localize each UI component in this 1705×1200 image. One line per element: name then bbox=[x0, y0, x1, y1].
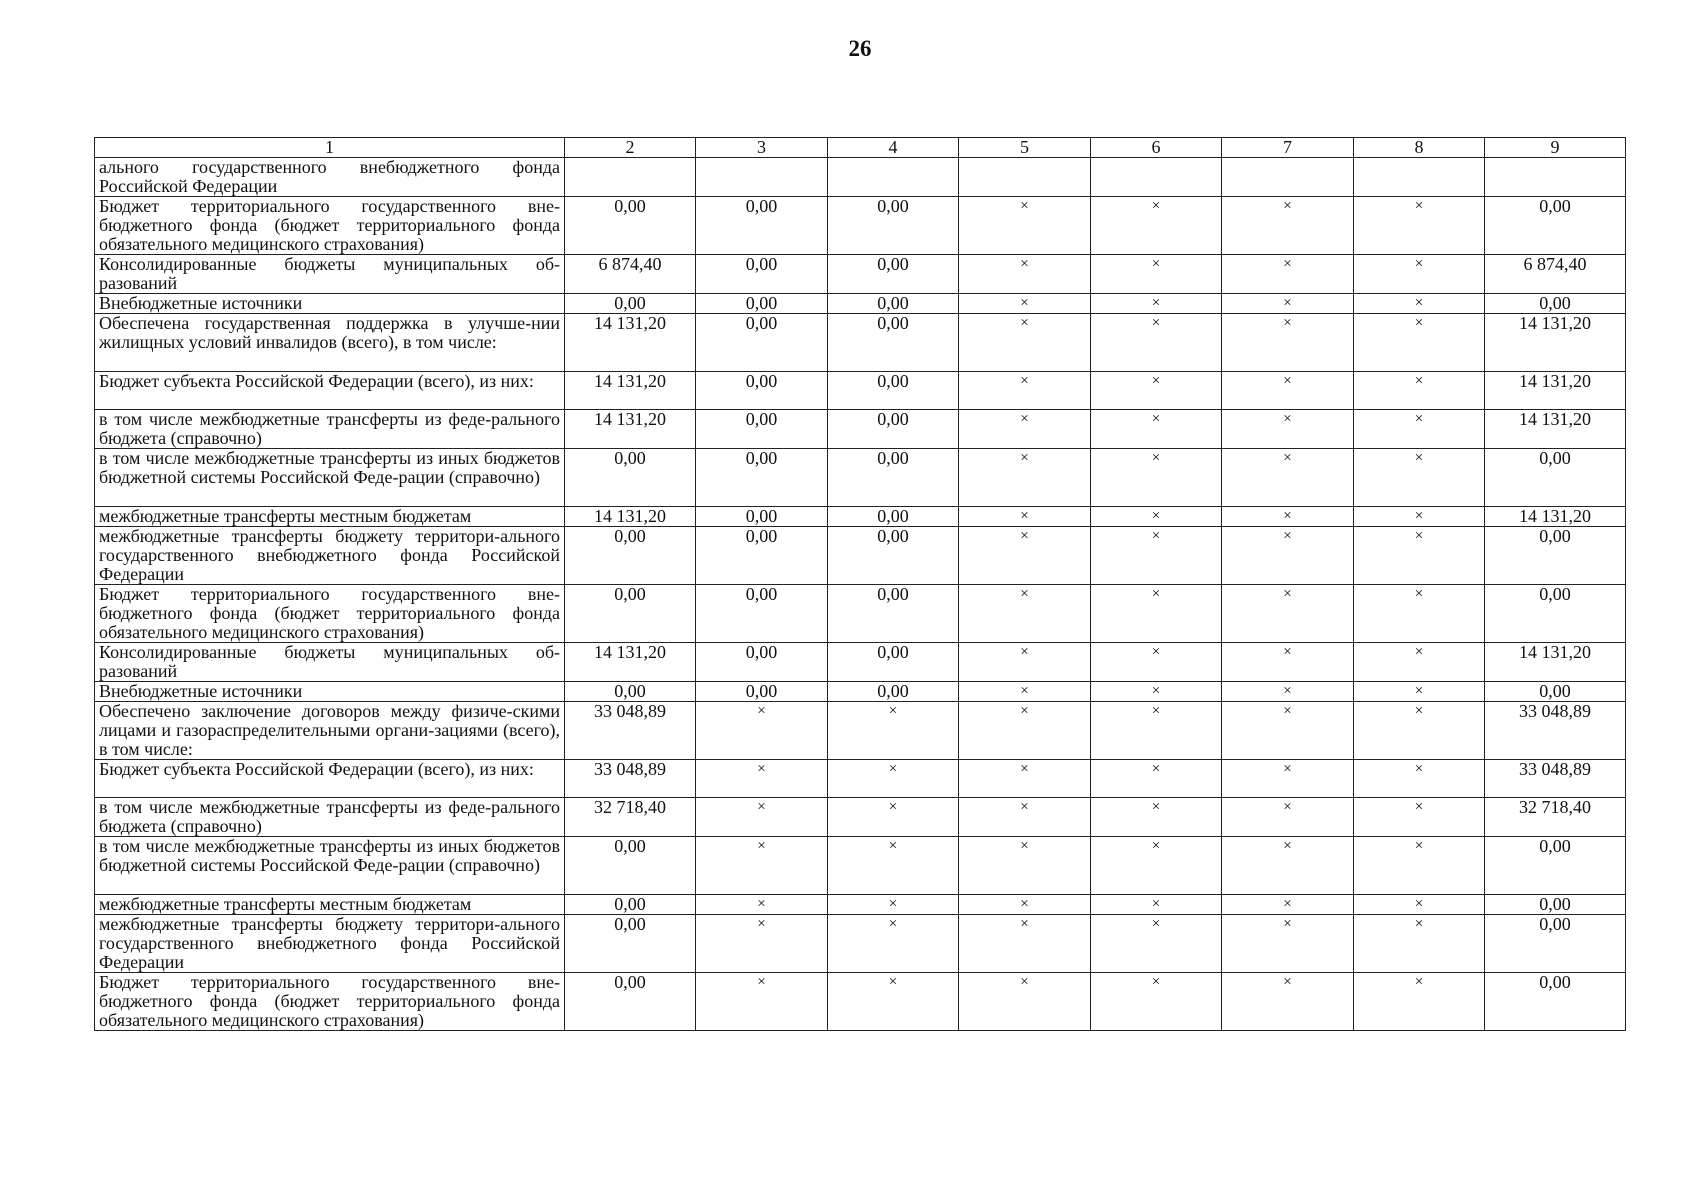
not-applicable-cell: × bbox=[959, 527, 1091, 585]
value-cell: 0,00 bbox=[1485, 527, 1626, 585]
column-header-9: 9 bbox=[1485, 138, 1626, 158]
column-header-7: 7 bbox=[1222, 138, 1354, 158]
value-cell: 0,00 bbox=[1485, 915, 1626, 973]
not-applicable-cell: × bbox=[1354, 372, 1485, 410]
not-applicable-cell: × bbox=[1354, 973, 1485, 1031]
value-cell: 32 718,40 bbox=[565, 798, 696, 837]
not-applicable-cell: × bbox=[959, 449, 1091, 507]
not-applicable-cell: × bbox=[696, 915, 828, 973]
not-applicable-cell: × bbox=[1091, 255, 1222, 294]
value-cell: 0,00 bbox=[696, 507, 828, 527]
row-label: Консолидированные бюджеты муниципальных об-разований bbox=[95, 255, 565, 294]
not-applicable-cell: × bbox=[1222, 314, 1354, 372]
not-applicable-cell: × bbox=[1354, 255, 1485, 294]
not-applicable-cell: × bbox=[1222, 682, 1354, 702]
value-cell: 0,00 bbox=[565, 915, 696, 973]
value-cell: 0,00 bbox=[828, 197, 959, 255]
not-applicable-cell: × bbox=[1091, 837, 1222, 895]
value-cell: 0,00 bbox=[565, 197, 696, 255]
row-label: межбюджетные трансферты местным бюджетам bbox=[95, 895, 565, 915]
not-applicable-cell: × bbox=[1222, 197, 1354, 255]
value-cell: 6 874,40 bbox=[1485, 255, 1626, 294]
value-cell: 0,00 bbox=[828, 585, 959, 643]
row-label: Обеспечено заключение договоров между физиче-скими лицами и газораспределительными органи-зациями (всего), в том числе: bbox=[95, 702, 565, 760]
not-applicable-cell: × bbox=[1222, 410, 1354, 449]
table-row bbox=[95, 760, 1626, 798]
row-label: Внебюджетные источники bbox=[95, 682, 565, 702]
value-cell: 0,00 bbox=[565, 449, 696, 507]
value-cell: 14 131,20 bbox=[565, 372, 696, 410]
table-row bbox=[95, 643, 1626, 682]
not-applicable-cell: × bbox=[1091, 895, 1222, 915]
value-cell: 0,00 bbox=[828, 314, 959, 372]
value-cell bbox=[1354, 158, 1485, 197]
column-header-8: 8 bbox=[1354, 138, 1485, 158]
not-applicable-cell: × bbox=[1222, 702, 1354, 760]
value-cell: 0,00 bbox=[696, 682, 828, 702]
not-applicable-cell: × bbox=[1091, 915, 1222, 973]
not-applicable-cell: × bbox=[696, 973, 828, 1031]
value-cell: 33 048,89 bbox=[1485, 702, 1626, 760]
value-cell: 0,00 bbox=[696, 527, 828, 585]
value-cell: 0,00 bbox=[828, 410, 959, 449]
value-cell: 14 131,20 bbox=[1485, 507, 1626, 527]
value-cell: 0,00 bbox=[1485, 895, 1626, 915]
not-applicable-cell: × bbox=[1222, 255, 1354, 294]
not-applicable-cell: × bbox=[828, 702, 959, 760]
value-cell: 0,00 bbox=[1485, 294, 1626, 314]
table-row bbox=[95, 449, 1626, 507]
value-cell: 33 048,89 bbox=[565, 760, 696, 798]
not-applicable-cell: × bbox=[959, 255, 1091, 294]
value-cell: 0,00 bbox=[828, 449, 959, 507]
table-row bbox=[95, 507, 1626, 527]
column-header-3: 3 bbox=[696, 138, 828, 158]
value-cell: 6 874,40 bbox=[565, 255, 696, 294]
not-applicable-cell: × bbox=[696, 760, 828, 798]
not-applicable-cell: × bbox=[959, 507, 1091, 527]
row-label: в том числе межбюджетные трансферты из иных бюджетов бюджетной системы Российской Феде-рации (справочно) bbox=[95, 837, 565, 895]
not-applicable-cell: × bbox=[1091, 197, 1222, 255]
value-cell bbox=[1222, 158, 1354, 197]
not-applicable-cell: × bbox=[1354, 760, 1485, 798]
value-cell: 0,00 bbox=[1485, 449, 1626, 507]
value-cell: 0,00 bbox=[828, 372, 959, 410]
value-cell bbox=[696, 158, 828, 197]
row-label: межбюджетные трансферты бюджету территори-ального государственного внебюджетного фонда Российской Федерации bbox=[95, 915, 565, 973]
value-cell: 0,00 bbox=[565, 585, 696, 643]
value-cell: 14 131,20 bbox=[565, 410, 696, 449]
not-applicable-cell: × bbox=[1091, 527, 1222, 585]
not-applicable-cell: × bbox=[828, 915, 959, 973]
value-cell bbox=[959, 158, 1091, 197]
not-applicable-cell: × bbox=[1091, 314, 1222, 372]
column-header-2: 2 bbox=[565, 138, 696, 158]
not-applicable-cell: × bbox=[1354, 527, 1485, 585]
value-cell: 0,00 bbox=[696, 449, 828, 507]
value-cell: 0,00 bbox=[565, 837, 696, 895]
not-applicable-cell: × bbox=[1091, 294, 1222, 314]
not-applicable-cell: × bbox=[1222, 507, 1354, 527]
value-cell: 0,00 bbox=[828, 682, 959, 702]
not-applicable-cell: × bbox=[1091, 372, 1222, 410]
not-applicable-cell: × bbox=[1222, 837, 1354, 895]
not-applicable-cell: × bbox=[1222, 973, 1354, 1031]
table-row bbox=[95, 255, 1626, 294]
row-label: ального государственного внебюджетного фонда Российской Федерации bbox=[95, 158, 565, 197]
row-label: Бюджет субъекта Российской Федерации (всего), из них: bbox=[95, 760, 565, 798]
value-cell: 0,00 bbox=[696, 372, 828, 410]
value-cell: 0,00 bbox=[1485, 585, 1626, 643]
value-cell: 0,00 bbox=[828, 507, 959, 527]
row-label: межбюджетные трансферты местным бюджетам bbox=[95, 507, 565, 527]
not-applicable-cell: × bbox=[1091, 507, 1222, 527]
table-row bbox=[95, 410, 1626, 449]
table-row bbox=[95, 798, 1626, 837]
value-cell bbox=[565, 158, 696, 197]
value-cell: 14 131,20 bbox=[565, 314, 696, 372]
not-applicable-cell: × bbox=[696, 798, 828, 837]
table-row bbox=[95, 585, 1626, 643]
not-applicable-cell: × bbox=[696, 837, 828, 895]
value-cell: 14 131,20 bbox=[1485, 410, 1626, 449]
table-row bbox=[95, 895, 1626, 915]
value-cell: 0,00 bbox=[828, 255, 959, 294]
not-applicable-cell: × bbox=[1222, 895, 1354, 915]
value-cell: 0,00 bbox=[565, 527, 696, 585]
row-label: Бюджет территориального государственного вне-бюджетного фонда (бюджет территориального фонда обязательного медицинского страхования) bbox=[95, 585, 565, 643]
table-row bbox=[95, 158, 1626, 197]
not-applicable-cell: × bbox=[1222, 294, 1354, 314]
not-applicable-cell: × bbox=[1354, 585, 1485, 643]
not-applicable-cell: × bbox=[1222, 585, 1354, 643]
not-applicable-cell: × bbox=[1091, 585, 1222, 643]
value-cell: 0,00 bbox=[696, 643, 828, 682]
not-applicable-cell: × bbox=[1091, 410, 1222, 449]
not-applicable-cell: × bbox=[959, 760, 1091, 798]
not-applicable-cell: × bbox=[959, 410, 1091, 449]
not-applicable-cell: × bbox=[696, 702, 828, 760]
row-label: в том числе межбюджетные трансферты из феде-рального бюджета (справочно) bbox=[95, 410, 565, 449]
table-row bbox=[95, 682, 1626, 702]
not-applicable-cell: × bbox=[959, 798, 1091, 837]
not-applicable-cell: × bbox=[1091, 643, 1222, 682]
not-applicable-cell: × bbox=[1222, 643, 1354, 682]
not-applicable-cell: × bbox=[1354, 507, 1485, 527]
not-applicable-cell: × bbox=[1354, 682, 1485, 702]
not-applicable-cell: × bbox=[959, 702, 1091, 760]
value-cell: 33 048,89 bbox=[1485, 760, 1626, 798]
not-applicable-cell: × bbox=[828, 798, 959, 837]
value-cell: 33 048,89 bbox=[565, 702, 696, 760]
not-applicable-cell: × bbox=[959, 294, 1091, 314]
value-cell: 0,00 bbox=[828, 643, 959, 682]
value-cell: 0,00 bbox=[828, 294, 959, 314]
not-applicable-cell: × bbox=[1354, 798, 1485, 837]
row-label: в том числе межбюджетные трансферты из иных бюджетов бюджетной системы Российской Феде-рации (справочно) bbox=[95, 449, 565, 507]
column-header-1: 1 bbox=[95, 138, 565, 158]
row-label: Консолидированные бюджеты муниципальных об-разований bbox=[95, 643, 565, 682]
value-cell: 14 131,20 bbox=[565, 643, 696, 682]
value-cell bbox=[1485, 158, 1626, 197]
row-label: в том числе межбюджетные трансферты из феде-рального бюджета (справочно) bbox=[95, 798, 565, 837]
table-row bbox=[95, 372, 1626, 410]
not-applicable-cell: × bbox=[1222, 915, 1354, 973]
not-applicable-cell: × bbox=[959, 915, 1091, 973]
table-row bbox=[95, 915, 1626, 973]
not-applicable-cell: × bbox=[1091, 760, 1222, 798]
value-cell: 0,00 bbox=[1485, 682, 1626, 702]
not-applicable-cell: × bbox=[959, 837, 1091, 895]
not-applicable-cell: × bbox=[1354, 643, 1485, 682]
not-applicable-cell: × bbox=[959, 682, 1091, 702]
page-number: 26 bbox=[848, 36, 872, 61]
not-applicable-cell: × bbox=[828, 760, 959, 798]
not-applicable-cell: × bbox=[828, 895, 959, 915]
value-cell bbox=[1091, 158, 1222, 197]
not-applicable-cell: × bbox=[959, 314, 1091, 372]
not-applicable-cell: × bbox=[1091, 973, 1222, 1031]
not-applicable-cell: × bbox=[1354, 314, 1485, 372]
value-cell: 0,00 bbox=[1485, 197, 1626, 255]
value-cell: 0,00 bbox=[565, 682, 696, 702]
value-cell: 0,00 bbox=[696, 294, 828, 314]
not-applicable-cell: × bbox=[1354, 449, 1485, 507]
table-row bbox=[95, 314, 1626, 372]
table-row bbox=[95, 702, 1626, 760]
row-label: Бюджет субъекта Российской Федерации (всего), из них: bbox=[95, 372, 565, 410]
not-applicable-cell: × bbox=[959, 643, 1091, 682]
value-cell: 14 131,20 bbox=[1485, 314, 1626, 372]
not-applicable-cell: × bbox=[1354, 702, 1485, 760]
column-header-4: 4 bbox=[828, 138, 959, 158]
table-row bbox=[95, 197, 1626, 255]
value-cell: 0,00 bbox=[828, 527, 959, 585]
not-applicable-cell: × bbox=[1091, 798, 1222, 837]
row-label: Бюджет территориального государственного вне-бюджетного фонда (бюджет территориального фонда обязательного медицинского страхования) bbox=[95, 973, 565, 1031]
value-cell: 0,00 bbox=[565, 895, 696, 915]
not-applicable-cell: × bbox=[1354, 915, 1485, 973]
not-applicable-cell: × bbox=[1091, 449, 1222, 507]
not-applicable-cell: × bbox=[959, 372, 1091, 410]
value-cell: 0,00 bbox=[1485, 973, 1626, 1031]
budget-table bbox=[94, 137, 1626, 1031]
not-applicable-cell: × bbox=[959, 973, 1091, 1031]
not-applicable-cell: × bbox=[959, 895, 1091, 915]
table-row bbox=[95, 294, 1626, 314]
not-applicable-cell: × bbox=[1354, 837, 1485, 895]
value-cell: 0,00 bbox=[696, 197, 828, 255]
row-label: Бюджет территориального государственного вне-бюджетного фонда (бюджет территориального фонда обязательного медицинского страхования) bbox=[95, 197, 565, 255]
not-applicable-cell: × bbox=[1222, 372, 1354, 410]
table-body bbox=[95, 158, 1626, 1031]
not-applicable-cell: × bbox=[959, 197, 1091, 255]
not-applicable-cell: × bbox=[1354, 410, 1485, 449]
value-cell: 0,00 bbox=[696, 314, 828, 372]
table-row bbox=[95, 973, 1626, 1031]
row-label: Внебюджетные источники bbox=[95, 294, 565, 314]
not-applicable-cell: × bbox=[1354, 197, 1485, 255]
value-cell: 0,00 bbox=[696, 255, 828, 294]
value-cell: 0,00 bbox=[565, 973, 696, 1031]
table-row bbox=[95, 837, 1626, 895]
column-header-5: 5 bbox=[959, 138, 1091, 158]
value-cell: 14 131,20 bbox=[1485, 643, 1626, 682]
value-cell: 0,00 bbox=[696, 410, 828, 449]
not-applicable-cell: × bbox=[1354, 895, 1485, 915]
value-cell: 14 131,20 bbox=[565, 507, 696, 527]
not-applicable-cell: × bbox=[696, 895, 828, 915]
table-row bbox=[95, 527, 1626, 585]
value-cell bbox=[828, 158, 959, 197]
value-cell: 0,00 bbox=[696, 585, 828, 643]
row-label: межбюджетные трансферты бюджету территори-ального государственного внебюджетного фонда Российской Федерации bbox=[95, 527, 565, 585]
header-row bbox=[95, 138, 1626, 158]
not-applicable-cell: × bbox=[828, 973, 959, 1031]
not-applicable-cell: × bbox=[1222, 449, 1354, 507]
not-applicable-cell: × bbox=[828, 837, 959, 895]
not-applicable-cell: × bbox=[1222, 798, 1354, 837]
row-label: Обеспечена государственная поддержка в улучше-нии жилищных условий инвалидов (всего), в том числе: bbox=[95, 314, 565, 372]
not-applicable-cell: × bbox=[1222, 760, 1354, 798]
value-cell: 0,00 bbox=[565, 294, 696, 314]
not-applicable-cell: × bbox=[1354, 294, 1485, 314]
not-applicable-cell: × bbox=[1222, 527, 1354, 585]
value-cell: 14 131,20 bbox=[1485, 372, 1626, 410]
not-applicable-cell: × bbox=[1091, 702, 1222, 760]
value-cell: 32 718,40 bbox=[1485, 798, 1626, 837]
not-applicable-cell: × bbox=[1091, 682, 1222, 702]
column-header-6: 6 bbox=[1091, 138, 1222, 158]
not-applicable-cell: × bbox=[959, 585, 1091, 643]
value-cell: 0,00 bbox=[1485, 837, 1626, 895]
